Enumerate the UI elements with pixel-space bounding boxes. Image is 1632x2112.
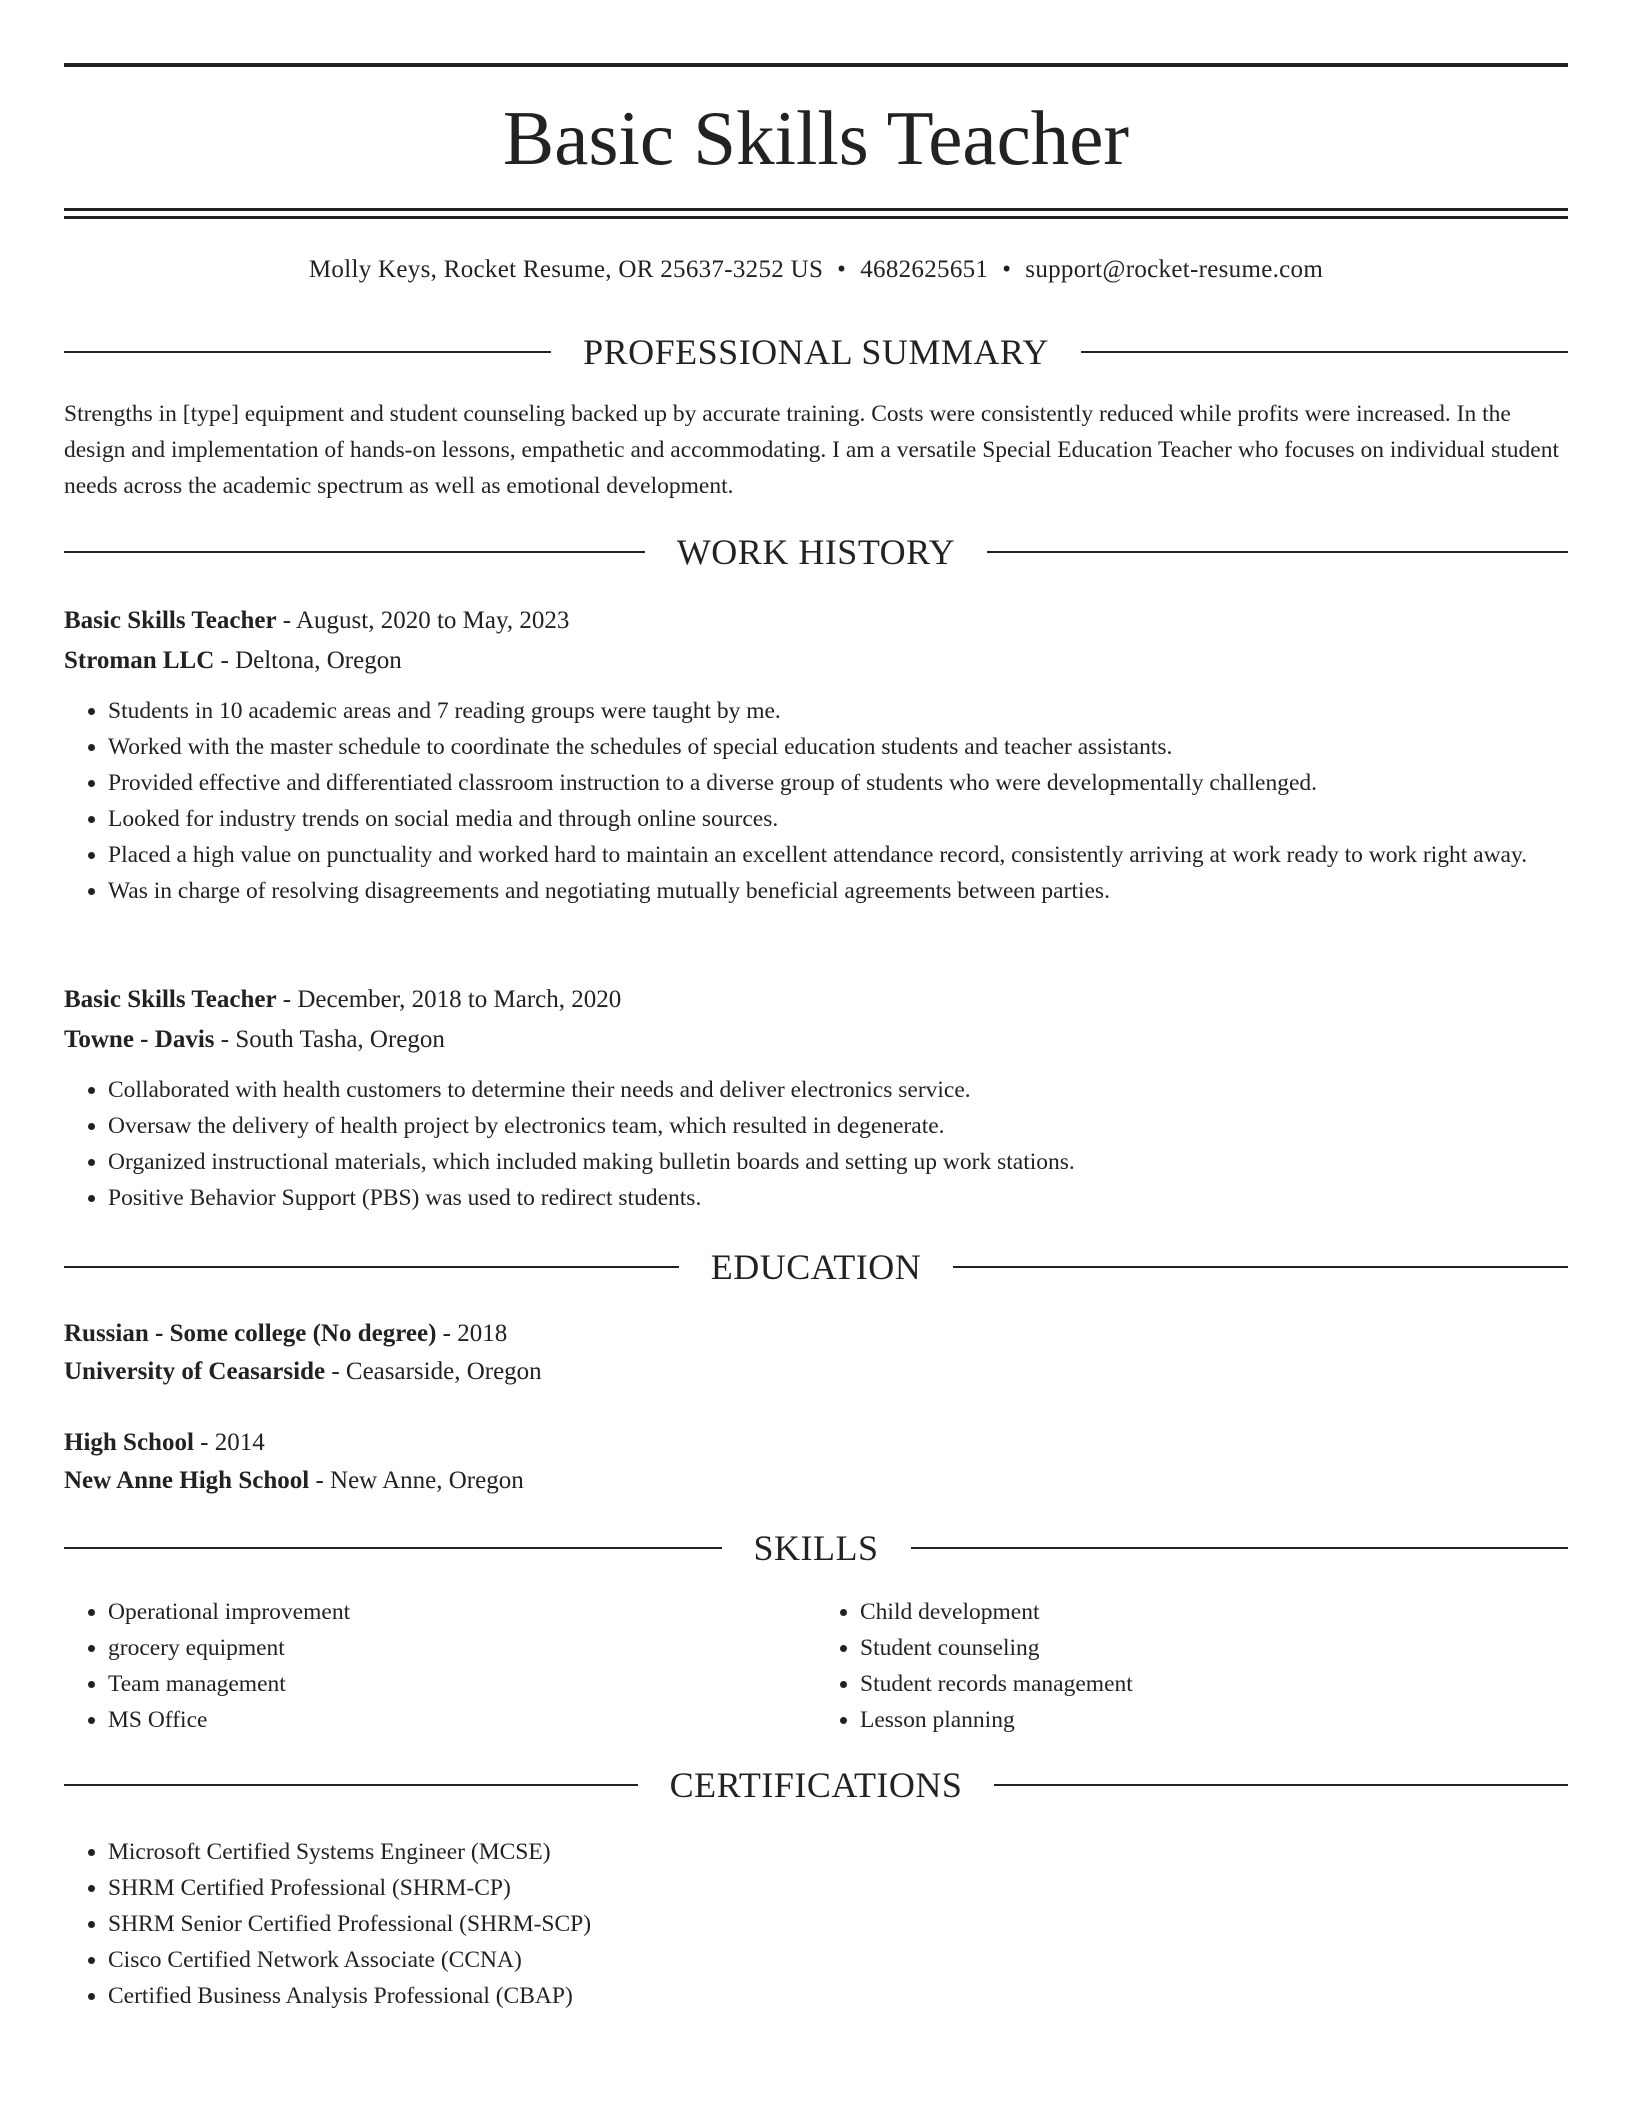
list-item: • Operational improvement [108, 1594, 816, 1630]
education-location: - Ceasarside, Oregon [325, 1358, 542, 1385]
list-item: • Worked with the master schedule to coordinate the schedules of special education students and teacher assistants. [108, 729, 1568, 765]
list-item: • Oversaw the delivery of health project by electronics team, which resulted in degenerate. [108, 1108, 1568, 1144]
job-role: Basic Skills Teacher [64, 986, 277, 1013]
list-item: • Organized instructional materials, which included making bulletin boards and setting up work stations. [108, 1144, 1568, 1180]
education-school: University of Ceasarside [64, 1358, 326, 1385]
section-heading-education [64, 1245, 1568, 1289]
skills-column-right [816, 1594, 1568, 1738]
list-item: • Cisco Certified Network Associate (CCNA) [108, 1942, 1568, 1978]
education-location: - New Anne, Oregon [309, 1467, 524, 1494]
list-item: • Positive Behavior Support (PBS) was used to redirect students. [108, 1180, 1568, 1216]
job-entry [64, 601, 1568, 909]
list-item: • Students in 10 academic areas and 7 reading groups were taught by me. [108, 693, 1568, 729]
heading-rule [911, 1547, 1569, 1549]
list-item: • Certified Business Analysis Professional (CBAP) [108, 1978, 1568, 2014]
list-item: • Child development [860, 1594, 1568, 1630]
job-entry [64, 980, 1568, 1216]
contact-separator: • [837, 256, 847, 283]
summary-block [64, 396, 1568, 504]
section-title: CERTIFICATIONS [669, 1765, 963, 1805]
section-heading-summary [64, 330, 1568, 374]
list-item: • Student counseling [860, 1630, 1568, 1666]
skills-column-left [64, 1594, 816, 1738]
contact-separator: • [1002, 256, 1012, 283]
section-title: PROFESSIONAL SUMMARY [583, 332, 1049, 372]
list-item: • Collaborated with health customers to determine their needs and deliver electronics service. [108, 1072, 1568, 1108]
heading-rule [64, 1547, 722, 1549]
list-item: • Student records management [860, 1666, 1568, 1702]
summary-text: Strengths in [type] equipment and student counseling backed up by accurate training. Costs were consistently reduced while profits were increased. In the design and implementation of hands-on lessons, empathetic and accommodating. I am a versatile Special Education Teacher who focuses on individual student needs across the academic spectrum as well as emotional development. [64, 401, 1559, 499]
section-heading-work [64, 530, 1568, 574]
job-role: Basic Skills Teacher [64, 607, 277, 634]
list-item: • SHRM Certified Professional (SHRM-CP) [108, 1870, 1568, 1906]
list-item: • Looked for industry trends on social media and through online sources. [108, 801, 1568, 837]
section-title: WORK HISTORY [676, 532, 956, 572]
job-location: - South Tasha, Oregon [214, 1026, 445, 1053]
education-year: - 2014 [193, 1429, 265, 1456]
list-item: • Team management [108, 1666, 816, 1702]
list-item: • Provided effective and differentiated classroom instruction to a diverse group of students who were developmentally challenged. [108, 765, 1568, 801]
education-school: New Anne High School [64, 1467, 310, 1494]
header-top-rule [64, 63, 1568, 67]
list-item: • Lesson planning [860, 1702, 1568, 1738]
job-location: - Deltona, Oregon [214, 647, 402, 674]
heading-rule [1081, 351, 1568, 353]
list-item: • SHRM Senior Certified Professional (SHRM-SCP) [108, 1906, 1568, 1942]
skills-list [64, 1594, 1568, 1738]
section-heading-skills [64, 1526, 1568, 1570]
job-company: Stroman LLC [64, 647, 215, 674]
contact-address: Molly Keys, Rocket Resume, OR 25637-3252 US [308, 256, 824, 283]
list-item: • Microsoft Certified Systems Engineer (MCSE) [108, 1834, 1568, 1870]
job-company-line [64, 641, 1568, 681]
certifications-list [64, 1834, 1568, 2014]
education-entry [64, 1424, 1568, 1500]
list-item: • MS Office [108, 1702, 816, 1738]
heading-rule [64, 551, 645, 553]
job-company: Towne - Davis [64, 1026, 215, 1053]
header-bottom-rule-second [64, 216, 1568, 219]
heading-rule [953, 1266, 1568, 1268]
contact-line [64, 252, 1568, 288]
education-entry [64, 1315, 1568, 1391]
list-item: • Placed a high value on punctuality and worked hard to maintain an excellent attendance record, consistently arriving at work ready to work right away. [108, 837, 1568, 873]
list-item: • Was in charge of resolving disagreements and negotiating mutually beneficial agreements between parties. [108, 873, 1568, 909]
job-company-line [64, 1020, 1568, 1060]
job-dates: - December, 2018 to March, 2020 [276, 986, 622, 1013]
heading-rule [64, 351, 551, 353]
heading-rule [64, 1266, 679, 1268]
section-title: SKILLS [753, 1528, 879, 1568]
education-degree-line [64, 1315, 1568, 1353]
contact-email: support@rocket-resume.com [1025, 256, 1324, 283]
education-degree-line [64, 1424, 1568, 1462]
page-title: Basic Skills Teacher [502, 95, 1130, 181]
section-title: EDUCATION [710, 1247, 922, 1287]
header-bottom-rule [64, 208, 1568, 211]
job-bullets [64, 693, 1568, 909]
education-year: - 2018 [436, 1320, 508, 1347]
education-degree: Russian - Some college (No degree) [64, 1320, 437, 1347]
education-degree: High School [64, 1429, 194, 1456]
list-item: • grocery equipment [108, 1630, 816, 1666]
job-title-line [64, 601, 1568, 641]
education-school-line [64, 1353, 1568, 1391]
contact-phone: 4682625651 [860, 256, 989, 283]
heading-rule [987, 551, 1568, 553]
job-bullets [64, 1072, 1568, 1216]
job-title-line [64, 980, 1568, 1020]
heading-rule [64, 1784, 638, 1786]
certifications-bullets [64, 1834, 1568, 2014]
section-heading-certifications [64, 1763, 1568, 1807]
job-dates: - August, 2020 to May, 2023 [276, 607, 570, 634]
education-school-line [64, 1462, 1568, 1500]
heading-rule [994, 1784, 1568, 1786]
